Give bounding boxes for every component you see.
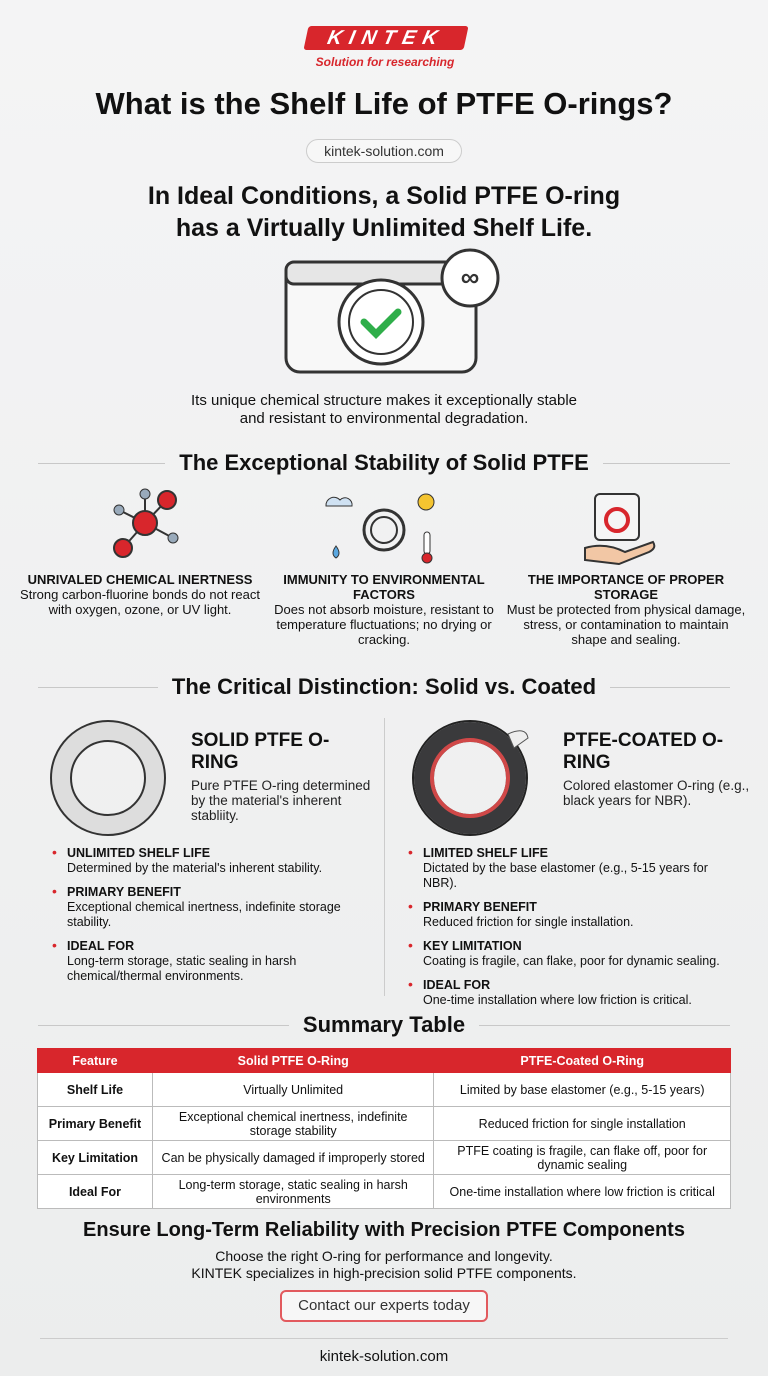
item-title: IMMUNITY TO ENVIRONMENTAL FACTORS (283, 572, 485, 602)
table-header-row: Feature Solid PTFE O-Ring PTFE-Coated O-Ring (38, 1049, 731, 1073)
section-distinction-title (38, 674, 730, 700)
solid-desc: Pure PTFE O-ring determined by the material's inherent stabliity. (191, 778, 371, 823)
footer-divider (40, 1338, 728, 1339)
logo: KINTEK (303, 26, 468, 50)
cta-heading: Ensure Long-Term Reliability with Precision PTFE Components (83, 1219, 685, 1241)
list-item: • KEY LIMITATION Coating is fragile, can flake, poor for dynamic sealing. (408, 939, 738, 969)
item-desc: Must be protected from physical damage, stress, or contamination to maintain shape and sealing. (506, 602, 746, 647)
solid-title: SOLID PTFE O-RING (191, 730, 330, 773)
table-row: Key Limitation Can be physically damaged if improperly stored PTFE coating is fragile, can flake off, poor for dynamic sealing (38, 1141, 731, 1175)
logo-tagline: Solution for researching (315, 55, 455, 69)
coated-title: PTFE-COATED O-RING (563, 730, 724, 773)
hero-desc-line1: Its unique chemical structure makes it exceptionally stable (190, 392, 577, 409)
stability-item (506, 572, 746, 647)
table-row: Shelf Life Virtually Unlimited Limited by base elastomer (e.g., 5-15 years) (38, 1073, 731, 1107)
contact-button[interactable]: Contact our experts today (280, 1290, 488, 1322)
hero-heading (0, 180, 768, 244)
list-item: • IDEAL FOR One-time installation where low friction is critical. (408, 978, 738, 1008)
table-row: Primary Benefit Exceptional chemical inertness, indefinite storage stability Reduced friction for single installation (38, 1107, 731, 1141)
cta-text (0, 1248, 768, 1282)
table-row: Ideal For Long-term storage, static sealing in harsh environments One-time installation where low friction is critical (38, 1175, 731, 1209)
coated-oring-icon (410, 716, 540, 841)
stability-item (264, 572, 504, 647)
cloud-icon (326, 497, 352, 506)
solid-bullets (52, 846, 352, 993)
section-title-text: The Exceptional Stability of Solid PTFE (179, 450, 589, 475)
environment-icon (322, 488, 447, 568)
list-item: • UNLIMITED SHELF LIFE Determined by the material's inherent stability. (52, 846, 352, 876)
list-item: • IDEAL FOR Long-term storage, static sealing in harsh chemical/thermal environments. (52, 939, 352, 984)
page-title: What is the Shelf Life of PTFE O-rings? (95, 86, 673, 121)
svg-text:∞: ∞ (460, 262, 480, 292)
cta-line2: KINTEK specializes in high-precision solid PTFE components. (191, 1265, 577, 1281)
item-title: THE IMPORTANCE OF PROPER STORAGE (527, 572, 725, 602)
droplet-icon (333, 546, 339, 558)
thermometer-icon (422, 553, 432, 563)
section-summary-title (38, 1012, 730, 1038)
solid-header (191, 730, 371, 823)
molecule-icon (105, 488, 185, 563)
coated-header (563, 730, 753, 808)
column-divider (384, 718, 385, 996)
sun-icon (418, 494, 434, 510)
infinite-shelf-life-illustration (280, 248, 510, 378)
storage-hand-icon (583, 490, 658, 565)
section-stability-title (38, 450, 730, 476)
list-item: • PRIMARY BENEFIT Reduced friction for single installation. (408, 900, 738, 930)
hero-description (0, 392, 768, 428)
cta-line1: Choose the right O-ring for performance and longevity. (215, 1248, 553, 1264)
hero-desc-line2: and resistant to environmental degradation. (239, 410, 529, 427)
solid-oring-icon (50, 720, 170, 840)
coated-desc: Colored elastomer O-ring (e.g., black years for NBR). (563, 778, 750, 808)
item-desc: Strong carbon-fluorine bonds do not react with oxygen, ozone, or UV light. (20, 587, 260, 617)
header-url[interactable]: kintek-solution.com (306, 139, 462, 163)
item-desc: Does not absorb moisture, resistant to temperature fluctuations; no drying or cracking. (274, 602, 494, 647)
summary-table (37, 1048, 731, 1209)
hero-heading-line1: In Ideal Conditions, a Solid PTFE O-ring (147, 182, 621, 210)
stability-item (20, 572, 260, 617)
hero-heading-line2: has a Virtually Unlimited Shelf Life. (175, 214, 593, 242)
list-item: • PRIMARY BENEFIT Exceptional chemical inertness, indefinite storage stability. (52, 885, 352, 930)
list-item: • LIMITED SHELF LIFE Dictated by the base elastomer (e.g., 5-15 years for NBR). (408, 846, 738, 891)
coated-bullets (408, 846, 738, 1017)
footer-url[interactable]: kintek-solution.com (319, 1348, 449, 1365)
section-title-text: The Critical Distinction: Solid vs. Coated (171, 674, 597, 699)
section-title-text: Summary Table (302, 1012, 466, 1037)
item-title: UNRIVALED CHEMICAL INERTNESS (27, 572, 253, 587)
